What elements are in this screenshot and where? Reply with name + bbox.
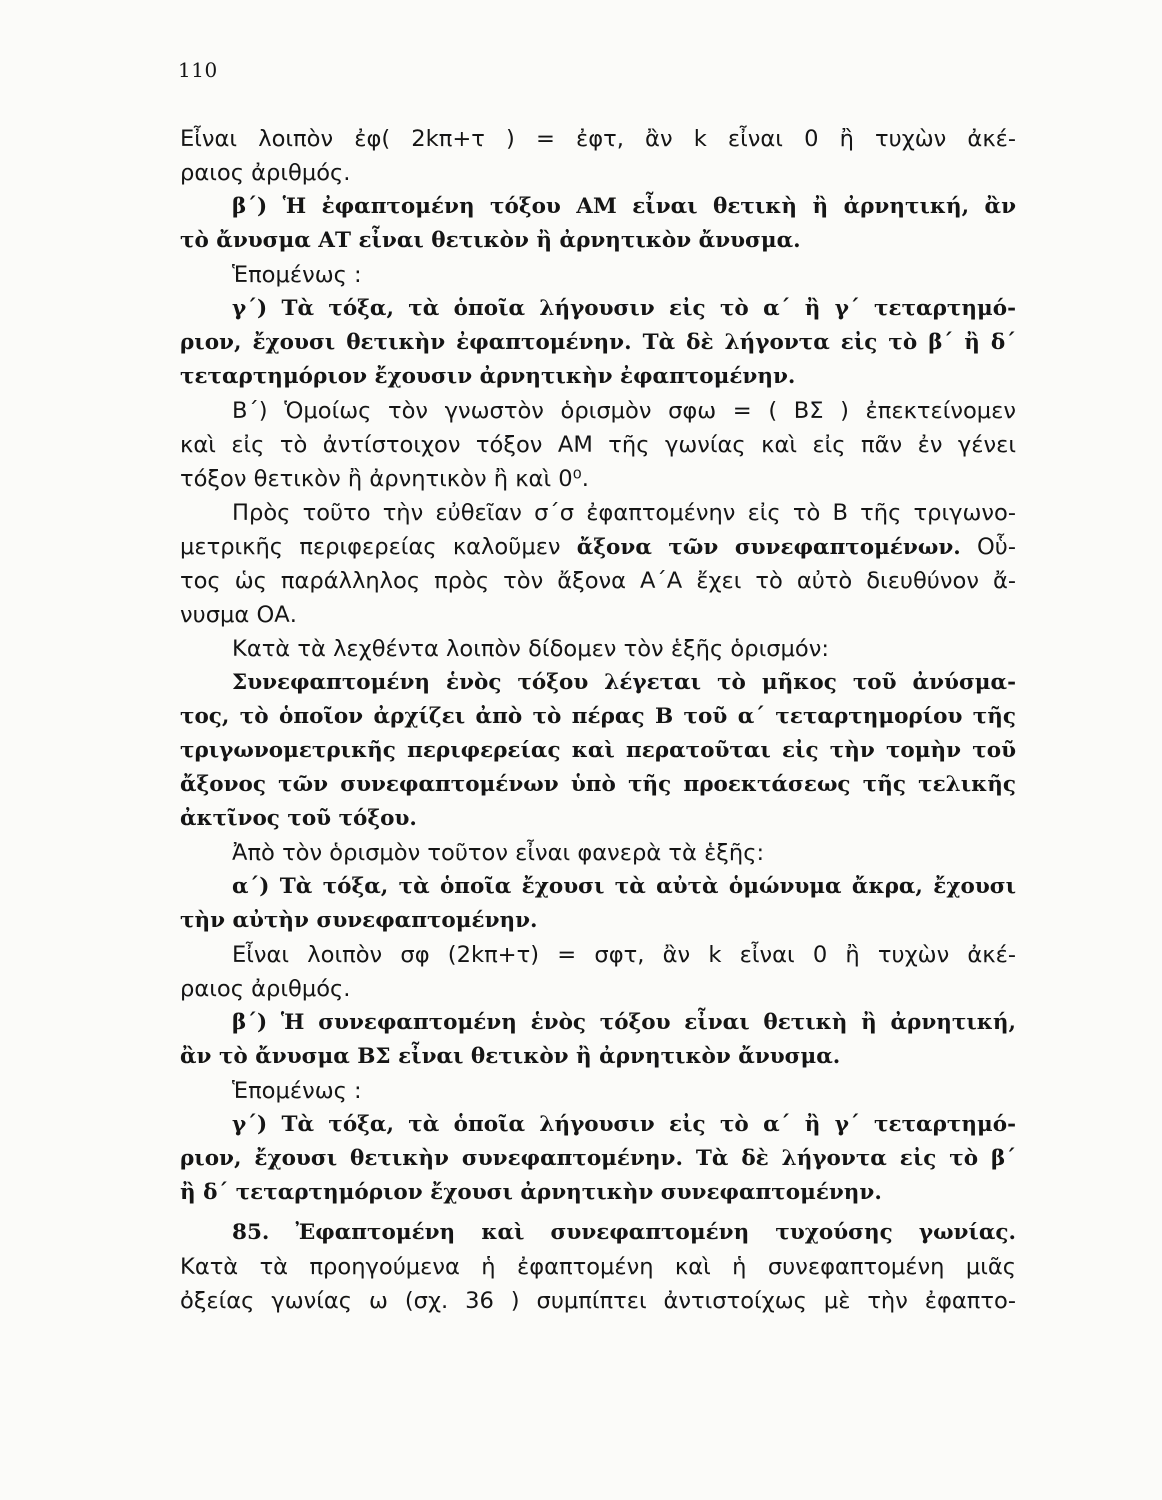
cotangent-definition-line-1: Συνεφαπτομένη ἑνὸς τόξου λέγεται τὸ μῆκος τοῦ ἀνύσμα-: [232, 670, 1016, 695]
text-line-1: Εἶναι λοιπὸν ἐφ( 2kπ+τ ) = ἐφτ, ἂν k εἶναι 0 ἢ τυχὼν ἀκέ-: [180, 126, 1016, 152]
consequently-label-2: Ἑπομένως :: [232, 1078, 362, 1104]
cotangent-definition-line-2: τος, τὸ ὁποῖον ἀρχίζει ἀπὸ τὸ πέρας Β τοῦ α΄ τεταρτημορίου τῆς: [180, 704, 1016, 729]
page-body: [180, 122, 1016, 1318]
definition-intro-line-2: καὶ εἰς τὸ ἀντίστοιχον τόξον ΑΜ τῆς γωνίας καὶ εἰς πᾶν ἐν γένει: [180, 432, 1016, 458]
cotangent-definition-line-4: ἄξονος τῶν συνεφαπτομένων ὑπὸ τῆς προεκτάσεως τῆς τελικῆς: [180, 772, 1016, 797]
property-a-cotangent-line-1: α΄) Τὰ τόξα, τὰ ὁποῖα ἔχουσι τὰ αὐτὰ ὁμώνυμα ἄκρα, ἔχουσι: [232, 874, 1016, 899]
cotangent-formula-line-2: ραιος ἀριθμός.: [180, 976, 351, 1002]
definition-intro-line-1: Β΄) Ὁμοίως τὸν γνωστὸν ὁρισμὸν σφω = ( ΒΣ ) ἐπεκτείνομεν: [232, 398, 1016, 424]
property-c-cotangent-line-3: ἢ δ΄ τεταρτημόριον ἔχουσι ἀρνητικὴν συνεφαπτομένην.: [180, 1180, 882, 1205]
page-number: 110: [178, 58, 218, 82]
consequences-intro: Ἀπὸ τὸν ὁρισμὸν τοῦτον εἶναι φανερὰ τὰ ἑξῆς:: [232, 840, 765, 866]
text-line-2: ραιος ἀριθμός.: [180, 160, 351, 186]
property-c-cotangent-line-1: γ΄) Τὰ τόξα, τὰ ὁποῖα λήγουσιν εἰς τὸ α΄ ἢ γ΄ τεταρτημό-: [232, 1112, 1016, 1137]
property-b-tangent-line-2: τὸ ἄνυσμα ΑΤ εἶναι θετικὸν ἢ ἀρνητικὸν ἄνυσμα.: [180, 228, 801, 253]
property-c-cotangent-line-2: ριον, ἔχουσι θετικὴν συνεφαπτομένην. Τὰ δὲ λήγοντα εἰς τὸ β΄: [180, 1146, 1016, 1171]
definition-lead-in: Κατὰ τὰ λεχθέντα λοιπὸν δίδομεν τὸν ἑξῆς ὁρισμόν:: [232, 636, 829, 662]
property-a-cotangent-line-2: τὴν αὐτὴν συνεφαπτομένην.: [180, 908, 538, 933]
axis-text-line-2: μετρικῆς περιφερείας καλοῦμεν ἄξονα τῶν συνεφαπτομένων. Οὗ-: [180, 534, 1016, 560]
axis-text-line-4: νυσμα ΟΑ.: [180, 602, 297, 628]
axis-text-line-1: Πρὸς τοῦτο τὴν εὐθεῖαν σ΄σ ἐφαπτομένην εἰς τὸ Β τῆς τριγωνο-: [232, 500, 1016, 526]
property-c-tangent-line-1: γ΄) Τὰ τόξα, τὰ ὁποῖα λήγουσιν εἰς τὸ α΄ ἢ γ΄ τεταρτημό-: [232, 296, 1016, 321]
axis-of-cotangents-term: ἄξονα τῶν συνεφαπτομένων.: [576, 535, 961, 560]
cotangent-definition-line-5: ἀκτῖνος τοῦ τόξου.: [180, 806, 417, 831]
definition-intro-line-3: τόξον θετικὸν ἢ ἀρνητικὸν ἢ καὶ 0⁰.: [180, 466, 589, 492]
cotangent-definition-line-3: τριγωνομετρικῆς περιφερείας καὶ περατοῦται εἰς τὴν τομὴν τοῦ: [180, 738, 1016, 763]
axis-text-line-3: τος ὡς παράλληλος πρὸς τὸν ἄξονα Α΄Α ἔχει τὸ αὐτὸ διευθύνον ἄ-: [180, 568, 1016, 594]
consequently-label-1: Ἑπομένως :: [232, 262, 362, 288]
property-b-cotangent-line-2: ἂν τὸ ἄνυσμα ΒΣ εἶναι θετικὸν ἢ ἀρνητικὸν ἄνυσμα.: [180, 1044, 841, 1069]
property-c-tangent-line-3: τεταρτημόριον ἔχουσιν ἀρνητικὴν ἐφαπτομένην.: [180, 364, 796, 389]
section-85-text-line-2: ὀξείας γωνίας ω (σχ. 36 ) συμπίπτει ἀντιστοίχως μὲ τὴν ἐφαπτο-: [180, 1288, 1016, 1314]
section-85-text-line-1: Κατὰ τὰ προηγούμενα ἡ ἐφαπτομένη καὶ ἡ συνεφαπτομένη μιᾶς: [180, 1254, 1016, 1280]
cotangent-formula-line-1: Εἶναι λοιπὸν σφ (2kπ+τ) = σφτ, ἂν k εἶναι 0 ἢ τυχὼν ἀκέ-: [232, 942, 1016, 968]
section-85-heading: 85. Ἐφαπτομένη καὶ συνεφαπτομένη τυχούσης γωνίας.: [232, 1220, 1016, 1245]
property-b-cotangent-line-1: β΄) Ἡ συνεφαπτομένη ἑνὸς τόξου εἶναι θετικὴ ἢ ἀρνητική,: [232, 1010, 1016, 1035]
property-c-tangent-line-2: ριον, ἔχουσι θετικὴν ἐφαπτομένην. Τὰ δὲ λήγοντα εἰς τὸ β΄ ἢ δ΄: [180, 330, 1016, 355]
property-b-tangent-line-1: β΄) Ἡ ἐφαπτομένη τόξου ΑΜ εἶναι θετικὴ ἢ ἀρνητική, ἂν: [232, 194, 1016, 219]
